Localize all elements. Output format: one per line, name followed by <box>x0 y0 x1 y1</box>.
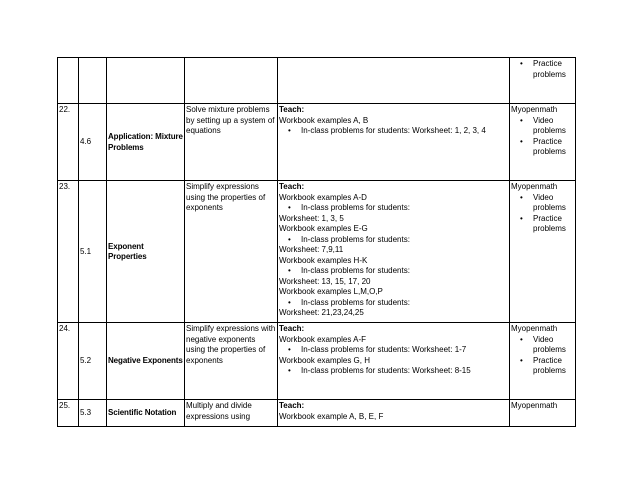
bullet-list <box>279 298 508 309</box>
list-item: • Video problems <box>533 335 574 356</box>
resource-list <box>511 59 574 80</box>
teach-cell <box>278 104 510 181</box>
section-number: 5.2 <box>79 323 107 400</box>
section-number: 5.3 <box>79 400 107 427</box>
list-item: • Practice problems <box>533 356 574 377</box>
learning-objective: Simplify expressions using the properties of exponents <box>185 181 278 323</box>
lesson-title: Scientific Notation <box>107 400 185 427</box>
list-item: • Practice problems <box>533 214 574 235</box>
resource-list <box>511 116 574 158</box>
table-row <box>58 323 576 400</box>
resource-list <box>511 335 574 377</box>
resources-cell <box>510 58 576 104</box>
table-row <box>58 181 576 323</box>
teach-line: Workbook examples E-G <box>279 224 368 233</box>
lesson-table <box>57 57 576 427</box>
teach-line: Workbook examples A-F <box>279 334 366 344</box>
bullet-list <box>279 235 508 246</box>
teach-line: Worksheet: 13, 15, 17, 20 <box>279 276 371 286</box>
table-row <box>58 58 576 104</box>
resources-cell <box>510 104 576 181</box>
learning-objective: Simplify expressions with negative exponents using the properties of exponents <box>185 323 278 400</box>
table-row <box>58 400 576 427</box>
teach-line: Worksheet: 21,23,24,25 <box>279 308 364 317</box>
teach-line: Workbook examples G, H <box>279 355 370 365</box>
list-item: • In-class problems for students: <box>301 298 508 309</box>
resources-cell <box>510 400 576 427</box>
resource-heading: Myopenmath <box>511 105 558 114</box>
list-item: • In-class problems for students: Worksheet: 1, 2, 3, 4 <box>301 126 508 137</box>
learning-objective: Solve mixture problems by setting up a system of equations <box>185 104 278 181</box>
bullet-list <box>279 266 508 277</box>
resources-cell <box>510 181 576 323</box>
section-number <box>79 58 107 104</box>
bullet-list <box>279 126 508 137</box>
table-row <box>58 104 576 181</box>
teach-cell <box>278 58 510 104</box>
list-item: • In-class problems for students: Worksheet: 8-15 <box>301 366 508 377</box>
list-item: • In-class problems for students: <box>301 235 508 246</box>
teach-line: Worksheet: 7,9,11 <box>279 245 344 254</box>
teach-label: Teach: <box>279 401 305 410</box>
teach-label: Teach: <box>279 105 305 114</box>
lesson-title: Application: Mixture Problems <box>107 104 185 181</box>
teach-line: Worksheet: 1, 3, 5 <box>279 213 344 223</box>
learning-objective <box>185 58 278 104</box>
lesson-table-body <box>58 58 576 427</box>
learning-objective: Multiply and divide expressions using <box>185 400 278 427</box>
lesson-title: Exponent Properties <box>107 181 185 323</box>
teach-label: Teach: <box>279 324 305 333</box>
section-number: 5.1 <box>79 181 107 323</box>
lesson-number <box>58 58 79 104</box>
list-item: • Practice problems <box>533 137 574 158</box>
teach-label: Teach: <box>279 182 305 191</box>
list-item: • In-class problems for students: Worksheet: 1-7 <box>301 345 508 356</box>
list-item: • Video problems <box>533 193 574 214</box>
bullet-list <box>279 366 508 377</box>
resource-heading: Myopenmath <box>511 401 558 410</box>
resource-heading: Myopenmath <box>511 324 558 333</box>
teach-line: Workbook example A, B, E, F <box>279 411 384 421</box>
list-item: • In-class problems for students: <box>301 203 508 214</box>
resource-list <box>511 193 574 235</box>
lesson-number: 24. <box>58 323 79 400</box>
lesson-number: 23. <box>58 181 79 323</box>
lesson-schedule-page <box>57 57 575 427</box>
teach-line: Workbook examples L,M,O,P <box>279 287 383 296</box>
lesson-number: 22. <box>58 104 79 181</box>
bullet-list <box>279 345 508 356</box>
teach-line: Workbook examples A, B <box>279 115 369 125</box>
list-item: • Practice problems <box>533 59 574 80</box>
bullet-list <box>279 203 508 214</box>
lesson-title: Negative Exponents <box>107 323 185 400</box>
teach-cell <box>278 323 510 400</box>
teach-cell <box>278 400 510 427</box>
resources-cell <box>510 323 576 400</box>
teach-cell <box>278 181 510 323</box>
lesson-title <box>107 58 185 104</box>
teach-line: Workbook examples A-D <box>279 192 367 202</box>
lesson-number: 25. <box>58 400 79 427</box>
teach-line: Workbook examples H-K <box>279 255 368 265</box>
list-item: • Video problems <box>533 116 574 137</box>
list-item: • In-class problems for students: <box>301 266 508 277</box>
resource-heading: Myopenmath <box>511 182 558 191</box>
section-number: 4.6 <box>79 104 107 181</box>
